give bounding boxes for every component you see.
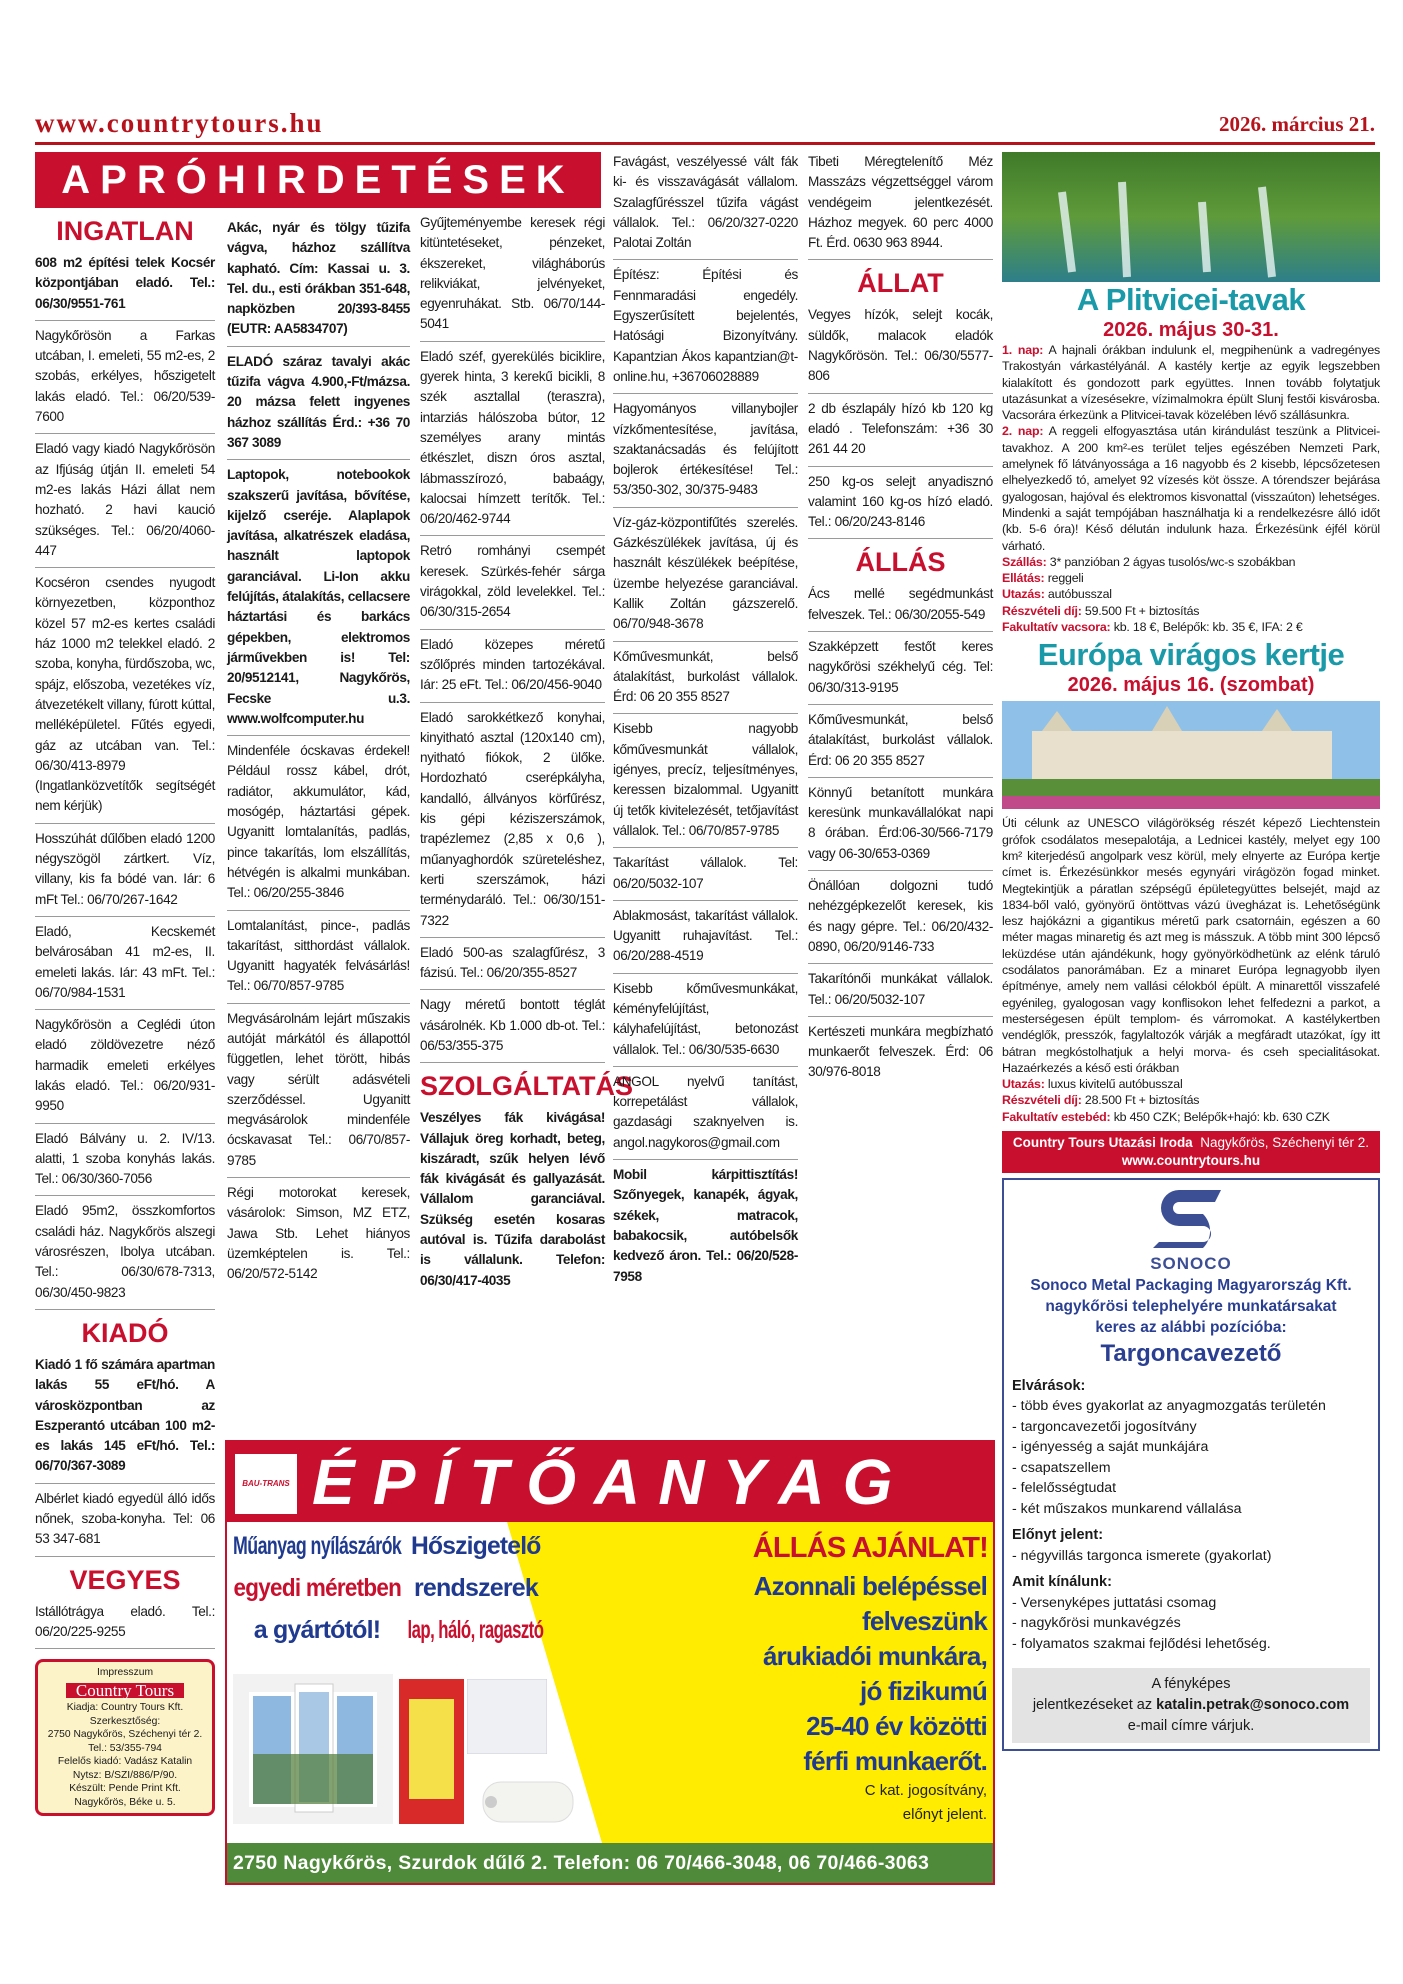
impresszum-line: Felelős kiadó: Vadász Katalin: [57, 1756, 193, 1768]
plitvice-row: [1002, 586, 1380, 602]
insulation-panel: [467, 1679, 547, 1754]
classified-ad: Szakképzett festőt keres nagykőrösi székhelyű cég. Tel: 06/30/313-9195: [808, 632, 993, 705]
classified-ad: Tibeti Méregtelenítő Méz Masszázs végzettséggel várom vendégeim jelentkezését. Házhoz megyek. 60 perc 4000 Ft. Érd. 0630 963 8944.: [808, 147, 993, 260]
plitvice-row: [1002, 423, 1380, 553]
row-label: Ellátás:: [1002, 571, 1045, 586]
plitvice-photo: [1002, 152, 1380, 282]
classified-ad: Eladó, Kecskemét belvárosában 41 m2-es, II. emeleti lakás. Iár: 43 mFt. Tel.: 06/70/984-1531: [35, 917, 215, 1010]
classified-ad: Eladó széf, gyerekülés biciklire, gyerek hinta, 3 kerekű bicikli, 8 szék asztallal (teraszra), intarziás hálószoba bútor, 12 személyes arany mintás étkészlet, diszn óros asztal, lábmasszírozó, babaágy, kalocsai hímzett terítők. Tel.: 06/20/462-9744: [420, 342, 605, 537]
requirement-item: - folyamatos szakmai fejlődési lehetőség.: [1012, 1635, 1271, 1652]
europa-row: [1002, 815, 1380, 1076]
classified-ad: Mindenféle ócskavas érdekel! Például rossz kábel, drót, radiátor, akkumulátor, kád, mosógép, háztartási gépek. Ugyanitt lomtalanítás, padlás, pince takarítás, lom elszállítás, hétvégén is alkalmi munkában. Tel.: 06/20/255-3846: [227, 736, 410, 910]
ad-line-text: egyedi méretben: [233, 1574, 401, 1602]
sonoco-job-ad: [1002, 1178, 1380, 1752]
ad-line: [411, 1567, 541, 1609]
sonoco-logo: [1012, 1186, 1370, 1275]
classified-ad: Nagy méretű bontott téglát vásárolnék. Kb 1.000 db-ot. Tel.: 06/53/355-375: [420, 990, 605, 1063]
plitvice-date: 2026. május 30-31.: [1103, 319, 1279, 341]
impresszum-line: Szerkesztőség:: [89, 1715, 161, 1727]
agency-url[interactable]: www.countrytours.hu: [1121, 1152, 1261, 1168]
job-offer-line-text: férfi munkaerőt.: [803, 1746, 987, 1776]
classifieds-banner: [35, 152, 601, 208]
sonoco-company: Sonoco Metal Packaging Magyarország Kft.: [1030, 1276, 1352, 1294]
section-heading: INGATLAN: [56, 216, 194, 246]
sonoco-intro: nagykőrösi telephelyére munkatársakat: [1045, 1297, 1337, 1315]
country-tours-logo: Country Tours: [66, 1683, 184, 1699]
classified-ad: Eladó közepes méretű szőlőprés minden tartozékával. Iár: 25 eFt. Tel.: 06/20/456-9040: [420, 630, 605, 703]
bau-trans-ad: [225, 1440, 995, 1885]
agency-name: Country Tours Utazási Iroda: [1012, 1134, 1193, 1150]
requirement-item: - csapatszellem: [1012, 1459, 1111, 1476]
job-offer-note: [572, 1779, 987, 1803]
job-offer-line-text: felveszünk: [862, 1606, 987, 1636]
classified-ad: Eladó 95m2, összkomfortos családi ház. Nagykőrös alszegi városrészen, Ibolya utcában. Tel.: 06/30/678-7313, 06/30/450-9823: [35, 1196, 215, 1309]
ad-line-text: lap, háló, ragasztó: [407, 1616, 543, 1644]
plitvice-row: [1002, 342, 1380, 423]
job-offer-note: [572, 1803, 987, 1827]
ad-line: [407, 1609, 543, 1651]
section-heading: VEGYES: [69, 1564, 181, 1595]
job-offer-line-text: jó fizikumú: [860, 1676, 987, 1706]
impresszum-title: Impresszum: [96, 1667, 154, 1679]
ad-line: [411, 1525, 541, 1567]
column-4: [613, 147, 798, 1293]
ad-line: [233, 1567, 401, 1609]
sonoco-requirements: [1012, 1376, 1370, 1655]
requirement-heading: Elvárások:: [1012, 1377, 1086, 1394]
issue-date: 2026. március 21.: [1219, 112, 1375, 136]
row-label: 1. nap:: [1002, 343, 1044, 357]
sonoco-brand: SONOCO: [1150, 1254, 1232, 1274]
row-label: Utazás:: [1002, 1077, 1045, 1092]
classified-ad: Építész: Építési és Fennmaradási engedély. Egyszerűsített bejelentés, Hatósági Bizonyítvány. Kapantzian Ákos kapantzian@t-online.hu, +36706028889: [613, 260, 798, 394]
classified-ad: Hagyományos villanybojler vízkőmentesítése, javítása, szaktanácsadás és felújított bojlerok értékesítése! Tel.: 53/350-302, 30/375-9483: [613, 394, 798, 507]
bau-trans-title-text: ÉPÍTŐANYAG: [312, 1446, 911, 1518]
section-heading: ÁLLÁS: [855, 547, 946, 578]
requirement-item: - igényesség a saját munkájára: [1012, 1439, 1209, 1456]
classifieds-banner-text: APRÓHIRDETÉSEK: [61, 158, 575, 202]
job-offer-note-text: előnyt jelent.: [902, 1806, 987, 1823]
classified-ad: Veszélyes fák kivágása! Vállajuk öreg korhadt, beteg, kiszáradt, szűk helyen lévő fák kivágását és gallyazását. Vállalom garanciával. Szükség esetén kosaras autóval is. Tűzifa darabolást is vállalunk. Telefon: 06/30/417-4035: [420, 1110, 605, 1288]
classified-ad: Gyűjteményembe keresek régi kitüntetéseket, pénzeket, ékszereket, világháborús relikviákat, jelvényeket, egyenruhákat. Stb. 06/70/144-5041: [420, 208, 605, 342]
sonoco-email[interactable]: katalin.petrak@sonoco.com: [1156, 1697, 1350, 1714]
job-offer-line: [572, 1674, 987, 1709]
classified-ad: Vegyes hízók, selejt kocák, süldők, malacok eladók Nagykőrösön. Tel.: 06/30/5577-806: [808, 300, 993, 393]
row-text: Úti célunk az UNESCO világörökség részét képező Liechtenstein grófok csodálatos mesepalotája, a Lednicei kastély, melyet egy 100 km² kiterjedésű angolpark vesz körül, mely elnyerte az Európa kertje címet is. Érkezésünkkor mesés egynyári virágözön fogad minket. Megtekintjük a páratlan szépségű épületegyüttes belsejét, majd az 1834-ből való, gyönyörű öntöttvas vázú üvegházat is. Lehetőségünk lesz hajókázni a gigantikus méretű park csatornáin, egészen a 60 méter magas minaretig és azt meg is másszuk. A több mint 300 lépcső leküzdése után ajándékunk, hogy gyönyörködhetünk az elénk táruló csodálatos panorámában. Ez a minaret Európa legnagyobb ilyen építménye, amely nem vallási célokból épült. A minarettől visszafelé egyénileg, gyalogosan vagy konflisokon lehet felfedezni a parkot, a mesterségesen épült templom- és várromokat. A kastélykertben vendéglők, presszók, fagylaltozók várják a megfáradt utazókat, így itt bátran megkóstolhatjuk a helyi morva- és cseh specialitásokat. Hazaérkezés a késő esti órákban: [1002, 816, 1380, 1075]
requirement-item: - több éves gyakorlat az anyagmozgatás területén: [1012, 1398, 1326, 1415]
cta-line: A fényképes: [1151, 1676, 1231, 1693]
impresszum-line: 2750 Nagykőrös, Széchenyi tér 2.: [47, 1729, 203, 1741]
plitvice-title: A Plitvicei-tavak: [1076, 282, 1306, 317]
column-3: [420, 208, 633, 1297]
classified-ad: Nagykőrösön a Farkas utcában, I. emeleti, 55 m2-es, 2 szobás, erkélyes, hőszigetelt lakás eladó. Tel.: 06/20/539-7600: [35, 321, 215, 434]
classified-ad: Eladó Bálvány u. 2. IV/13. alatti, 1 szoba konyhás lakás. Tel.: 06/30/360-7056: [35, 1124, 215, 1197]
impresszum-line: Nytsz: B/SZI/886/P/90.: [72, 1769, 178, 1781]
column-5: [808, 147, 993, 1089]
classified-ad: ANGOL nyelvű tanítást, korrepetálást vállalok, gazdasági szaknyelven is. angol.nagykoros@gmail.com: [613, 1067, 798, 1160]
plitvice-row: [1002, 570, 1380, 586]
ad-line: [233, 1525, 401, 1567]
classified-ad: Kocséron csendes nyugodt környezetben, központhoz közel 57 m2-es kertes családi ház 1000 m2 telekkel eladó. 2 szoba, konyha, fürdőszoba, wc, spájz, előszoba, vezetékes víz, átvezetékelt villany, fúrott kúttal, melléképületel. Fűtés egyedi, gáz az utcában van. Tel.: 06/30/413-8979 (Ingatlanközvetítők segítségét nem kérjük): [35, 568, 215, 824]
plitvice-row: [1002, 603, 1380, 619]
europa-row: [1002, 1109, 1380, 1125]
classified-ad: Favágást, veszélyessé vált fák ki- és visszavágását vállalom. Szalagfűrésszel tűzifa vágást vállalok. Tel.: 06/20/327-0220 Palotai Zoltán: [613, 147, 798, 260]
classified-ad: Önállóan dolgozni tudó nehézgépkezelőt keresek, kis és nagy gépre. Tel.: 06/20/432-0890, 06/20/9146-733: [808, 871, 993, 964]
mesh-roll: [475, 1772, 575, 1832]
classified-ad: Kőművesmunkát, belső átalakítást, burkolást vállalok. Érd: 06 20 355 8527: [808, 705, 993, 778]
impresszum-line: Készült: Pende Print Kft.: [69, 1783, 181, 1795]
classified-ad: Könnyű betanított munkára keresünk munkavállalókat napi 8 órában. Érd:06-30/566-7179 vagy 06-30/653-0369: [808, 778, 993, 871]
row-label: Fakultatív estebéd:: [1002, 1109, 1111, 1124]
classified-ad: Mobil kárpittisztítás! Szőnyegek, kanapék, ágyak, székek, matracok, babakocsik, autóbelsők kedvező áron. Tel.: 06/20/528-7958: [613, 1167, 798, 1284]
requirement-heading: Amit kínálunk:: [1012, 1574, 1112, 1591]
site-url[interactable]: www.countrytours.hu: [35, 108, 324, 138]
row-text: 59.500 Ft + biztosítás: [1084, 603, 1200, 618]
classified-ad: Kisebb nagyobb kőművesmunkát vállalok, igényes, precíz, teljesítményes, keressen bizalommal. Ugyanitt új tetők kivitelezését, tetőjavítást vállalok. Tel.: 06/70/857-9785: [613, 714, 798, 848]
impresszum-box: [35, 1659, 215, 1816]
classified-ad: Eladó 500-as szalagfűrész, 3 fázisú. Tel.: 06/20/355-8527: [420, 938, 605, 991]
europa-title: Európa virágos kertje: [1037, 637, 1345, 673]
section-heading: SZOLGÁLTATÁS: [420, 1071, 633, 1102]
row-label: Részvételi díj:: [1002, 603, 1082, 618]
window-photo: [233, 1674, 393, 1824]
sonoco-apply-note: [1012, 1668, 1370, 1743]
job-offer-title: [647, 1527, 988, 1569]
requirement-item: - targoncavezetői jogosítvány: [1012, 1418, 1197, 1435]
classified-ad: Régi motorokat keresek, vásárolok: Simson, MZ ETZ, Jawa Stb. Lehet hiányos üzemképtelen is. Tel.: 06/20/572-5142: [227, 1185, 410, 1282]
classified-ad: Albérlet kiadó egyedül álló idős nőnek, szoba-konyha. Tel: 06 53 347-681: [35, 1484, 215, 1557]
travel-column: [1002, 152, 1380, 1751]
weber-bag: [399, 1679, 464, 1824]
plitvice-row: [1002, 619, 1380, 635]
section-heading: KIADÓ: [81, 1317, 169, 1348]
job-offer-line: [572, 1569, 987, 1604]
lednice-castle-photo: [1002, 701, 1380, 809]
requirement-heading: Előnyt jelent:: [1012, 1527, 1104, 1544]
job-offer-line: [572, 1744, 987, 1779]
column-2: [227, 213, 410, 1291]
row-label: Szállás:: [1002, 554, 1047, 569]
classified-ad: 2 db észlapály hízó kb 120 kg eladó . Telefonszám: +36 30 261 44 20: [808, 394, 993, 467]
classified-ad: Kertészeti munkára megbízható munkaerőt felveszek. Érd: 06 30/976-8018: [808, 1023, 993, 1080]
job-offer-line: [572, 1709, 987, 1744]
classified-ad: 608 m2 építési telek Kocsér központjában eladó. Tel.: 06/30/9551-761: [35, 248, 215, 321]
row-text: reggeli: [1047, 571, 1084, 586]
sonoco-position: Targoncavezető: [1100, 1339, 1282, 1367]
agency-address: Nagykőrös, Széchenyi tér 2.: [1200, 1134, 1370, 1150]
row-text: 3* panzióban 2 ágyas tusolós/wc-s szobákban: [1049, 554, 1296, 569]
classified-ad: Kiadó 1 fő számára apartman lakás 55 eFt/hó. A városközpontban az Eszperantó utcában 100 m2-es lakás 145 eFt/hó. Tel.: 06/70/367-3089: [35, 1350, 215, 1484]
classified-ad: Nagykőrösön a Ceglédi úton eladó zöldövezetre néző harmadik emeleti erkélyes lakás eladó. Tel.: 06/20/931-9950: [35, 1010, 215, 1123]
requirement-item: - négyvillás targonca ismerete (gyakorlat): [1012, 1547, 1272, 1564]
row-label: Utazás:: [1002, 587, 1045, 602]
job-offer-title-text: ÁLLÁS AJÁNLAT!: [752, 1532, 988, 1564]
classified-ad: Retró romhányi csempét keresek. Szürkés-fehér sárga virágokkal, zöld levelekkel. Tel.: 06/30/315-2654: [420, 536, 605, 629]
row-label: Fakultatív vacsora:: [1002, 620, 1111, 635]
row-text: kb. 18 €, Belépők: kb. 35 €, IFA: 2 €: [1113, 620, 1303, 635]
ad-line-text: Műanyag nyílászárók: [233, 1532, 402, 1560]
section-heading: ÁLLAT: [857, 268, 944, 299]
classified-ad: Lomtalanítást, pince-, padlás takarítást, sitthordást vállalok. Ugyanitt hagyaték felvásárlás! Tel.: 06/70/857-9785: [227, 911, 410, 1004]
classified-ad: Víz-gáz-központifűtés szerelés. Gázkészülékek javítása, új és használt készülékek beépítése, üzembe helyezése garanciával. Kallik Zoltán gázszerelő. 06/70/948-3678: [613, 508, 798, 642]
classified-ad: Hosszúhát dűlőben eladó 1200 négyszögöl zártkert. Víz, villany, kis fa bódé van. Iár: 6 mFt Tel.: 06/70/267-1642: [35, 824, 215, 917]
classified-ad: Laptopok, notebookok szakszerű javítása, bővítése, kijelző cseréje. Alaplapok javítása, alkatrészek eladása, használt laptopok garanciával. Li-Ion akku felújítás, átalakítás, cellacsere háztartási és barkács gépekben, elektromos járművekben is! Tel: 20/9512141, Nagykőrös, Fecske u.3. www.wolfcomputer.hu: [227, 460, 410, 736]
job-offer-line: [572, 1639, 987, 1674]
classified-ad: ELADÓ száraz tavalyi akác tűzifa vágva 4.900,-Ft/mázsa. 20 mázsa felett ingyenes házhoz szállítás Érd.: +36 70 367 3089: [227, 347, 410, 460]
job-offer-text: [572, 1569, 987, 1827]
job-offer-line-text: Azonnali belépéssel: [753, 1571, 987, 1601]
ad-line-text: rendszerek: [413, 1574, 539, 1602]
row-text: A reggeli elfogyasztása után kirándulást teszünk a Plitvicei-tavakhoz. A 200 km²-es terület teljes egészében Nemzeti Park, amelynek fő látványossága a 16 nagyobb és 2 kisebb, lépcsőzetesen elhelyezkedő tó, amelyet 92 vízesés köt össze. A tórendszer bejárása gyalogosan, hajóval és elektromos kisvonattal (visszaúton) lehetséges. Mindenki a saját tempójában használhatja ki a rendelkezésre álló időt (kb. 5-6 óra)! Késő délután indulunk haza. Érkezésünk éjfél körül várható.: [1002, 424, 1381, 553]
classified-ad: Ács mellé segédmunkást felveszek. Tel.: 06/30/2055-549: [808, 579, 993, 632]
ad-line-text: Hőszigetelő: [411, 1532, 541, 1560]
job-offer-line-text: 25-40 év közötti: [806, 1711, 987, 1741]
bau-trans-contact: [227, 1843, 993, 1883]
bau-trans-logo: BAU-TRANS: [235, 1454, 297, 1514]
requirement-item: - felelősségtudat: [1012, 1480, 1117, 1497]
agency-footer: [1002, 1131, 1380, 1173]
classified-ad: Kisebb kőművesmunkákat, kéményfelújítást, kályhafelújítást, betonozást vállalok. Tel.: 06/30/535-6630: [613, 974, 798, 1067]
job-offer-note-text: C kat. jogosítvány,: [864, 1782, 987, 1799]
row-text: kb 450 CZK; Belépők+hajó: kb. 630 CZK: [1113, 1109, 1330, 1124]
impresszum-line: Tel.: 53/355-794: [88, 1742, 162, 1754]
bau-trans-contact-text: 2750 Nagykőrös, Szurdok dűlő 2. Telefon: 06 70/466-3048, 06 70/466-3063: [233, 1852, 930, 1874]
requirement-item: - Versenyképes juttatási csomag: [1012, 1594, 1217, 1611]
impresszum-line: Nagykőrös, Béke u. 5.: [74, 1796, 176, 1808]
header-divider: [35, 142, 1375, 145]
requirement-item: - két műszakos munkarend vállalása: [1012, 1500, 1242, 1517]
cta-line: jelentkezéseket az: [1032, 1697, 1157, 1714]
cta-line: e-mail címre várjuk.: [1127, 1718, 1255, 1735]
job-offer-line: [572, 1604, 987, 1639]
row-text: 28.500 Ft + biztosítás: [1084, 1093, 1200, 1108]
row-text: A hajnali órákban indulunk el, megpihenünk a vadregényes Trakostyán várkastélyánál. A kastély kertje az egyik legszebben kialakított és gondozott park együttes. Innen tovább folytatjuk utazásunkat a vízesésekre, vízimalmokra épült Slunj festői kisvárosba. Vacsorára érkezünk a Plitvicei-tavak közelében lévő szállásunkra.: [1002, 343, 1381, 423]
europa-description: [1002, 815, 1380, 1125]
ad-line: [233, 1609, 401, 1651]
requirement-item: - nagykőrösi munkavégzés: [1012, 1615, 1181, 1632]
row-label: Részvételi díj:: [1002, 1093, 1082, 1108]
plitvice-row: [1002, 554, 1380, 570]
ad-line-text: a gyártótól!: [253, 1616, 381, 1644]
europa-row: [1002, 1092, 1380, 1108]
europa-date: 2026. május 16. (szombat): [1067, 674, 1315, 697]
row-text: autóbusszal: [1047, 587, 1112, 602]
classified-ad: Megvásárolnám lejárt műszakis autóját márkától és állapottól független, lehet törött, hibás vagy sérült adásvételi szerződéssel. Ugyanitt megvásárolok mindenféle ócskavasat Tel.: 06/70/857-9785: [227, 1004, 410, 1178]
classified-ad: Eladó vagy kiadó Nagykőrösön az Ifjúság útján II. emeleti 54 m2-es lakás Házi állat nem hozható. 2 havi kaució szükséges. Tel.: 06/20/4060-447: [35, 434, 215, 568]
classified-ad: 250 kg-os selejt anyadisznó valamint 160 kg-os hízó eladó. Tel.: 06/20/243-8146: [808, 467, 993, 540]
classified-ad: Ablakmosást, takarítást vállalok. Ugyanitt ruhajavítást. Tel.: 06/20/288-4519: [613, 901, 798, 974]
europa-row: [1002, 1076, 1380, 1092]
classified-ad: Akác, nyár és tölgy tűzifa vágva, házhoz szállítva kapható. Cím: Kassai u. 3. Tel. du., esti órákban 351-648, napközben 20/393-8455 (EUTR: AA5834707): [227, 213, 410, 347]
impresszum-line: Kiadja: Country Tours Kft.: [66, 1702, 184, 1714]
row-label: 2. nap:: [1002, 424, 1044, 439]
classified-ad: Eladó sarokkétkező konyhai, kinyitható asztal (120x140 cm), nyitható fiókok, 2 ülőke. Hordozható cserépkályha, kandalló, állványos körfűrész, kis gépi kéziszerszámok, trapézlemez (2,85 x 0,6 ), műanyaghordók szüreteléshez, kerti szerszámok, házi terménydaráló. Tel.: 06/30/151-7322: [420, 703, 605, 938]
column-1: [35, 208, 215, 1816]
classified-ad: Takarítást vállalok. Tel: 06/20/5032-107: [613, 848, 798, 901]
plitvice-description: [1002, 342, 1380, 635]
job-offer-line-text: árukiadói munkára,: [762, 1641, 987, 1671]
sonoco-intro: keres az alábbi pozícióba:: [1095, 1318, 1287, 1336]
classified-ad: Istállótrágya eladó. Tel.: 06/20/225-9255: [35, 1597, 215, 1650]
row-text: luxus kivitelű autóbusszal: [1047, 1077, 1183, 1092]
classified-ad: Kőművesmunkát, belső átalakítást, burkolást vállalok. Érd: 06 20 355 8527: [613, 642, 798, 715]
classified-ad: Takarítónői munkákat vállalok. Tel.: 06/20/5032-107: [808, 964, 993, 1017]
